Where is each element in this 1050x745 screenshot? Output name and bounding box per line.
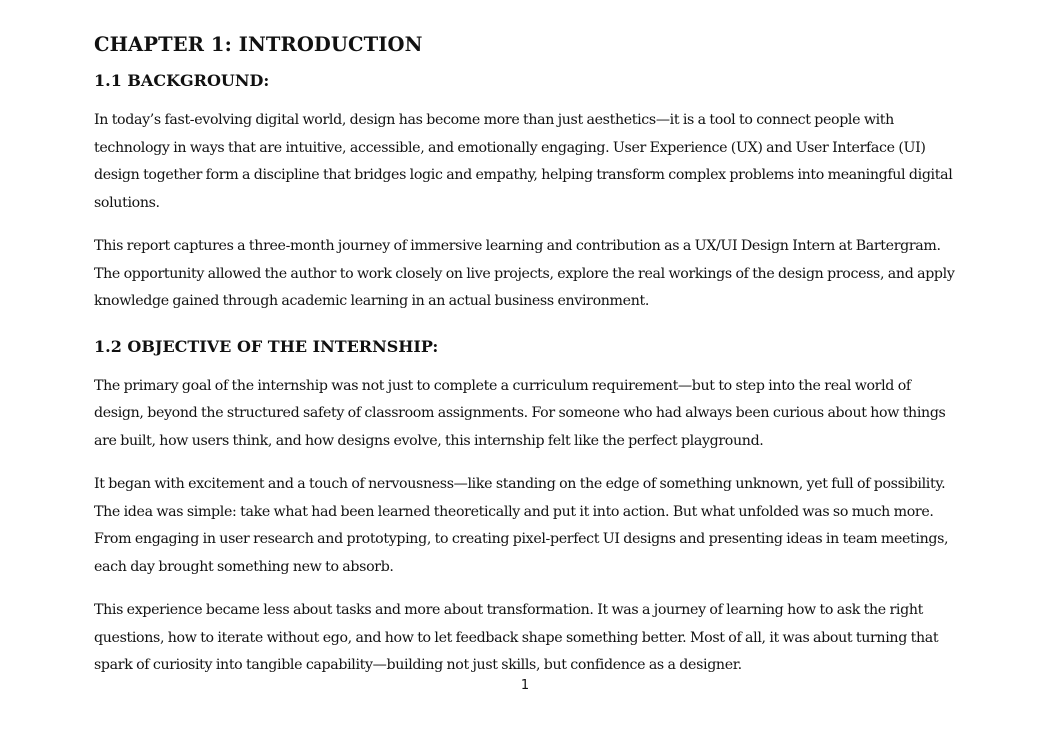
section-heading-objective: 1.2 OBJECTIVE OF THE INTERNSHIP: — [94, 336, 439, 356]
section-heading-background: 1.1 BACKGROUND: — [94, 71, 270, 90]
paragraph-objective-3: This experience became less about tasks and more about transformation. It was a journey of learning how to ask the right questions, how to iterate without ego, and how to let feedback shape something better. Most of all, it was about turning that spark of curiosity into tangible capability—building not just skills, but confidence as a designer. — [94, 602, 939, 673]
document-page — [94, 30, 960, 680]
page-number: 1 — [520, 678, 530, 693]
paragraph-objective-1: The primary goal of the internship was not just to complete a curriculum requirement—but to step into the real world of design, beyond the structured safety of classroom assignments. For someone who had always been curious about how things are built, how users think, and how designs evolve, this internship felt like the perfect playground. — [94, 377, 946, 449]
paragraph-background-2: This report captures a three-month journey of immersive learning and contribution as a UX/UI Design Intern at Bartergram. The opportunity allowed the author to work closely on live projects, explore the real workings of the design process, and apply knowledge gained through academic learning in an actual business environment. — [94, 238, 955, 309]
paragraph-objective-2: It began with excitement and a touch of nervousness—like standing on the edge of something unknown, yet full of possibility. The idea was simple: take what had been learned theoretically and put it into action. But what unfolded was so much more. From engaging in user research and prototyping, to creating pixel-perfect UI designs and presenting ideas in team meetings, each day brought something new to absorb. — [94, 476, 949, 575]
paragraph-background-1: In today’s fast-evolving digital world, design has become more than just aesthetics—it is a tool to connect people with technology in ways that are intuitive, accessible, and emotionally engaging. User Experience (UX) and User Interface (UI) design together form a discipline that bridges logic and empathy, helping transform complex problems into meaningful digital solutions. — [94, 112, 953, 211]
chapter-title: CHAPTER 1: INTRODUCTION — [94, 33, 423, 56]
